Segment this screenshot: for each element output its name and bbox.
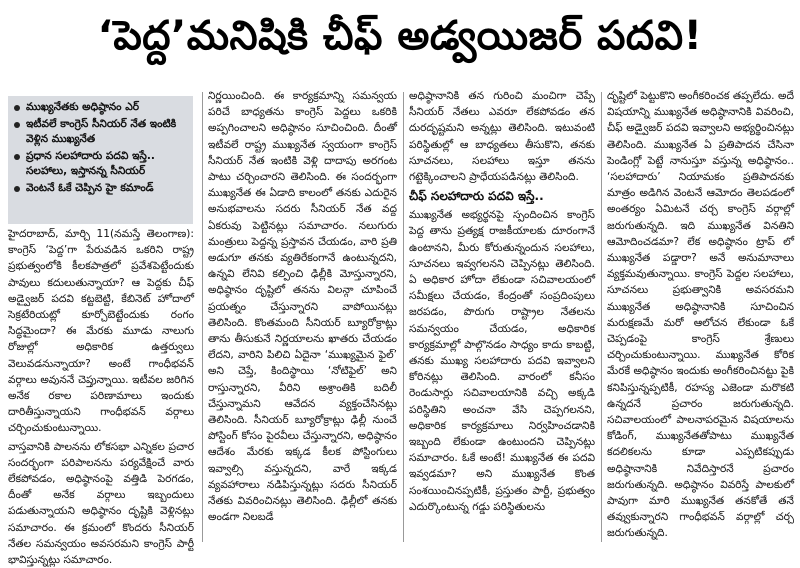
highlight-text: వెంటనే ఓకే చెప్పిన హై కమాండ్ (26, 181, 154, 194)
bullet-icon (14, 154, 20, 160)
paragraph: హైదరాబాద్, మార్చి 11(నమస్తే తెలంగాణ): కాంగ్రెస్ ‘పెద్ద’గా పేరువడిన ఒకరిని రాష్ట్ర ప్రభుత్వంలోకి కీలకపాత్రలో ప్రవేశపెట్టేందుకు పావులు కదులుతున్నాయా? ఆ పెద్దకు చీఫ్ అడ్వైజర్ పదవి కట్టబెట్టి, కేబినెట్ హోదాలో సెక్రటేరియట్లో కూర్చోబెట్టేందుకు రంగం సిద్ధమైందా? ఈ మేరకు మూడు నాలుగు రోజుల్లో అధికారిక ఉత్తర్వులు వెలువడనున్నాయా? అంటే గాంధీభవన్ వర్గాలు అవుననే చెప్తున్నాయి. ఇటీవల జరిగిన అనేక రకాల పరిణామాలు ఇందుకు దారితీస్తున్నాయని గాంధీభవన్ వర్గాలు చర్చించుకుంటున్నాయి. (8, 228, 194, 435)
column-4 (607, 88, 794, 546)
highlight-item (8, 149, 193, 180)
subheading: చీఫ్ సలహాదారు పదవి ఇస్తే.. (409, 189, 544, 204)
paragraph: నిర్ణయించింది. ఈ కార్యక్రమాన్ని సమన్వయ పరిచే బాధ్యతను కాంగ్రెస్ పెద్దలు ఒకరికి అప్పగించాలని అధిష్ఠానం సూచించింది. దీంతో ఇటీవలే రాష్ట్ర ముఖ్యనేత స్వయంగా కాంగ్రెస్ సీనియర్ నేత ఇంటికి వెళ్లి దాదాపు అరగంట పాటు చర్చించారని తెలిసింది. ఈ సందర్భంగా ముఖ్యనేత ఈ ఏడాది కాలంలో తనకు ఎదురైన అనుభవాలను సదరు సీనియర్ నేత వద్ద ఏకరువు పెట్టినట్లు సమాచారం. నలుగురు మంత్రులు పెద్దన్న ప్రస్తావన చేయడం, వారి ప్రతి అడుగూ తనకు వ్యతిరేకంగానే ఉంటున్నదని, ఉన్నవి లేనివి కల్పించి ఢిల్లీకి మోస్తున్నారని, అధిష్ఠానం దృష్టిలో తనను విలన్గా చూపించే ప్రయత్నం చేస్తున్నారని వాపోయినట్లు తెలిసింది. కొంతమంది సీనియర్ బ్యూరోక్రాట్లు తాను తీసుకునే నిర్ణయాలను ఖాతరు చేయడం లేదని, వారిని పిలిచి ఏదైనా ‘ముఖ్యమైన ఫైల్’ అని చెప్తే, కిందిస్థాయి ‘నోటిఫైల్’ అని రాస్తున్నారని, వీరిని అశ్రాంతికి బదిలీ చేస్తున్నామని ఆవేదన వ్యక్తంచేసినట్లు తెలిసింది. సీనియర్ బ్యూరోక్రాట్లు ఢిల్లీ నుంచే పోస్టింగ్ కోసం పైరవీలు చేస్తున్నారని, అధిష్ఠానం ఆదేశం మేరకు ఇక్కడ కీలక పోస్టింగులు ఇవ్వాల్సి వస్తున్నదని, వారే ఇక్కడ వ్యవహారాలు నడిపిస్తున్నట్లు సదరు సీనియర్ నేతకు వివరించినట్లు తెలిసింది. ఢిల్లీలో తనకు అండగా నిలబడే (208, 90, 397, 524)
highlight-item (8, 117, 193, 148)
paragraph: అధిష్ఠానానికి తన గురించి మంచిగా చెప్పే సీనియర్ నేతలు ఎవరూ లేకపోవడం తన దురదృష్టమని అన్నట్లు తెలిసింది. ఇటువంటి పరిస్థితుల్లో ఆ బాధ్యతలు తీసుకొని, తనకు సూచనలు, సలహాలు ఇస్తూ తనను గట్టెక్కించాలని ప్రాధేయపడినట్లు తెలిసింది. (409, 90, 595, 184)
column-3 (409, 88, 595, 546)
headline: ‘పెద్ద’మనిషికి చీఫ్ అడ్వయిజర్ పదవి! (97, 13, 703, 59)
paragraph: వాస్తవానికి పాలనను లోకసభా ఎన్నికల ప్రచార సందర్భంగా పరిపాలనను పర్యవేక్షించే వారు లేకపోవడం, అధిష్ఠానంపై వత్తిడి పెరగడం, దీంతో అనేక వర్గాలు ఇబ్బందులు పడుతున్నాయని అధిష్ఠానం దృష్టికి వెళ్లినట్లు సమాచారం. ఈ క్రమంలో కొందరు సీనియర్ నేతల సమన్వయం అవసరమని కాంగ్రెస్ పార్టీ భావిస్తున్నట్లు సమాచారం. (8, 440, 194, 567)
column-divider (202, 92, 203, 542)
highlight-text: ప్రధాన సలహాదారు పదవి ఇస్తే.. సలహాలు, ఇస్తానన్న సీనియర్ (26, 149, 155, 177)
highlight-text: ఇటీవలే కాంగ్రెస్ సీనియర్ నేత ఇంటికి వెళ్లిన ముఖ్యనేత (26, 117, 177, 145)
highlight-text: ముఖ్యనేతకు అధిష్ఠానం ఎర్ (26, 101, 140, 113)
bullet-icon (14, 186, 20, 192)
column-2 (208, 88, 397, 546)
paragraph: ముఖ్యనేత అభ్యర్థనపై స్పందించిన కాంగ్రెస్ పెద్ద తాను ప్రత్యక్ష రాజకీయాలకు దూరంగానే ఉంటానని, మీరు కోరుతున్నందున సలహాలు, సూచనలు ఇవ్వగలనని చెప్పినట్లు తెలిసింది. ఏ అధికార హోదా లేకుండా సచివాలయంలో సమీక్షలు చేయడం, కేంద్రంతో సంప్రదింపులు జరపడం, పొరుగు రాష్ట్రాల నేతలను సమన్వయం చేయడం, అధికారిక కార్యక్రమాల్లో పాల్గొనడం సాధ్యం కాదు కాబట్టి, తనకు ముఖ్య సలహాదారు పదవి ఇవ్వాలని కోరినట్లు తెలిసింది. వారంలో కనీసం రెండుసార్లు సచివాలయానికి వచ్చి అక్కడి పరిస్థితిని అంచనా వేసి చెప్పగలనని, అధికారిక కార్యక్రమాలు నిర్వహించడానికి ఇబ్బంది లేకుండా ఉంటుందని చెప్పినట్లు సమాచారం. ఓకే అంటే! ముఖ్యనేత ఈ పదవి ఇవ్వడమా? అని ముఖ్యనేత కొంత సంశయించినప్పటికీ, ప్రస్తుతం పార్టీ, ప్రభుత్వం ఎదుర్కొంటున్న గడ్డు పరిస్థితులను (409, 209, 595, 513)
highlights-box (8, 96, 193, 224)
bullet-icon (14, 105, 20, 111)
highlight-item (8, 181, 193, 197)
column-1 (8, 226, 194, 567)
column-divider (403, 92, 404, 542)
bullet-icon (14, 122, 20, 128)
column-divider (601, 92, 602, 542)
highlight-item (8, 100, 193, 116)
paragraph: దృష్టిలో పెట్టుకొని అంగీకరించక తప్పలేదు. అదే విషయాన్ని ముఖ్యనేత అధిష్ఠానానికి వివరించి, చీఫ్ అడ్వైజర్ పదవి ఇవ్వాలని అభ్యర్థించినట్లు తెలిసింది. ముఖ్యనేత ఏ ప్రతిపాదన చేసినా పెండింగ్లో పెట్టే నానుస్తూ వస్తున్న అధిష్ఠానం.. ‘సలహాదారు’ నియామకం ప్రతిపాదనకు మాత్రం అడిగిన వెంటనే ఆమోదం తెలపడంలో అంతర్యం ఏమిటనే చర్చ కాంగ్రెస్ వర్గాల్లో జరుగుతున్నది. ఇది ముఖ్యనేత వినతిని ఆమోదించడమా? లేక అధిష్ఠానం ట్రాప్ లో ముఖ్యనేత పడ్డారా? అనే అనుమానాలు వ్యక్తమవుతున్నాయి. కాంగ్రెస్ పెద్దల సలహాలు, సూచనలు ప్రభుత్వానికి అవసరమని ముఖ్యనేత అధిష్ఠానానికి సూచించిన మరుక్షణమే మరో ఆలోచన లేకుండా ఓకే చెప్పడంపై కాంగ్రెస్ శ్రేణులు చర్చించుకుంటున్నాయి. ముఖ్యనేత కోరిక మేరకే అధిష్ఠానం ఇందుకు అంగీకరించినట్టు పైకి కనిపిస్తున్నప్పటికీ, రహస్య ఎజెండా మరొకటి ఉన్నదనే ప్రచారం జరుగుతున్నది. సచివాలయంలో పాలనాపరమైన విషయాలను కోడింగ్, ముఖ్యనేతతోపాటు ముఖ్యనేత కదలికలను కూడా ఎప్పటికప్పుడు అధిష్ఠానానికి నివేదిస్తారనే ప్రచారం జరుగుతున్నది. అధిష్ఠానం వివరిస్తే పాలకులో పావుగా మారి ముఖ్యనేత తనకోతే తనే తవ్వుకున్నారని గాంధీభవన్ వర్గాల్లో చర్చ జరుగుతున్నది. (607, 90, 794, 540)
